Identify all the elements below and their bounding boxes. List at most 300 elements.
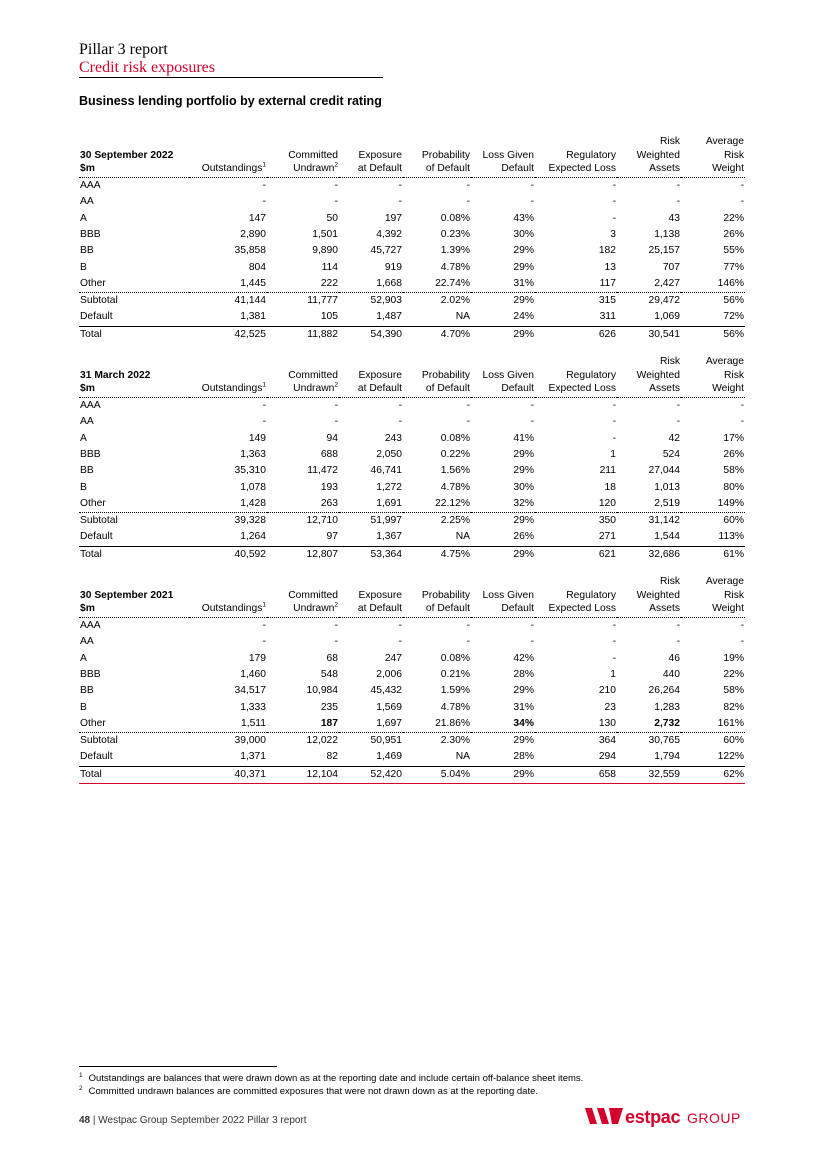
table-cell: 27,044 (648, 465, 680, 477)
row-label: B (80, 701, 87, 713)
col-pd-line: Probability (421, 589, 470, 601)
table-cell: 147 (248, 212, 266, 224)
table-cell: 1,511 (189, 716, 267, 733)
table-cell: 1,428 (189, 496, 267, 513)
table-cell: 1,794 (617, 749, 681, 766)
table-cell: 12,104 (267, 766, 339, 783)
table-cell: 32% (471, 496, 535, 513)
col-rwa-line: Assets (649, 163, 680, 175)
table-cell: 5.04% (403, 766, 471, 783)
table-cell: 40,371 (189, 766, 267, 783)
table-cell: 120 (535, 496, 617, 513)
table-cell: 11,472 (307, 465, 338, 477)
table-cell: 235 (320, 701, 338, 713)
table-cell: 1.56% (440, 465, 470, 477)
row-label: AA (80, 196, 94, 208)
rating-table (79, 355, 745, 563)
table-cell: - (466, 400, 470, 412)
table-cell: 1,381 (189, 309, 267, 326)
table-cell: 2,427 (617, 276, 681, 293)
westpac-w-icon (585, 1106, 625, 1126)
table-cell: 4.78% (440, 701, 470, 713)
col-arw (681, 355, 745, 398)
table-cell: 30% (513, 229, 534, 240)
col-committed-undrawn (267, 355, 339, 398)
table-row (79, 496, 745, 513)
table-cell: 1,487 (339, 309, 403, 326)
col-ead-line: at Default (357, 163, 402, 175)
table-cell: 22.12% (403, 496, 471, 513)
row-label: Default (79, 309, 189, 326)
table-cell: 58% (723, 685, 744, 697)
row-label: Subtotal (80, 515, 118, 527)
table-cell: - (334, 400, 338, 412)
table-cell: - (612, 636, 616, 648)
col-arw-line: Weight (712, 163, 744, 175)
row-label: A (80, 212, 87, 224)
table-cell: 2.02% (440, 295, 470, 307)
row-label: Default (79, 529, 189, 546)
table-cell: 29% (513, 328, 534, 340)
footer-text: Westpac Group September 2022 Pillar 3 report (98, 1115, 307, 1126)
table-cell: 1,469 (339, 749, 403, 766)
table-cell: 4,392 (376, 229, 402, 240)
table-cell: 39,328 (234, 515, 266, 527)
table-cell: 161% (681, 716, 745, 733)
table-cell: 1,691 (339, 496, 403, 513)
table-row (79, 766, 745, 783)
col-outstandings-line: Outstandings (201, 603, 263, 615)
col-outstandings (189, 355, 267, 398)
col-rel-line: Expected Loss (548, 163, 616, 175)
col-lgd-line: Loss Given (482, 369, 534, 381)
table-cell: 1,333 (240, 701, 266, 713)
table-cell: 43% (513, 212, 534, 224)
row-label: AAA (80, 400, 101, 412)
col-ead-line: at Default (357, 603, 402, 615)
row-label: Default (79, 749, 189, 766)
table-cell: 1,069 (617, 309, 681, 326)
col-rwa (617, 575, 681, 618)
col-rwa-line: Weighted (636, 149, 680, 161)
table-cell: - (740, 196, 744, 208)
table-cell: - (398, 620, 402, 632)
table-cell: 263 (267, 496, 339, 513)
table-cell: 82 (267, 749, 339, 766)
row-label: Total (80, 328, 102, 340)
table-cell: 658 (535, 766, 617, 783)
col-committed-undrawn-line: Undrawn (293, 603, 335, 615)
table-cell: 210 (598, 685, 616, 697)
table-cell: 182 (598, 245, 616, 257)
table-cell: 43 (668, 212, 680, 224)
table-cell: NA (403, 529, 471, 546)
table-row (79, 243, 745, 259)
table-cell: 31% (471, 276, 535, 293)
table-cell: - (466, 196, 470, 208)
table-cell: 1,138 (654, 229, 680, 240)
period-date: 30 September 2021 (80, 589, 174, 601)
col-arw-line: Risk (723, 369, 744, 381)
table-cell: 179 (248, 652, 266, 664)
table-cell: - (466, 636, 470, 648)
table-cell: 0.23% (440, 229, 470, 240)
table-row (79, 194, 745, 210)
row-label: AAA (80, 180, 101, 192)
footnote-rule (79, 1066, 277, 1067)
row-label: A (80, 652, 87, 664)
table-cell: 243 (384, 432, 402, 444)
row-label: BB (80, 465, 94, 477)
col-rel (535, 355, 617, 398)
col-lgd-line: Default (501, 163, 534, 175)
footnote-ref: 2 (334, 381, 338, 389)
table-cell: 13 (604, 261, 616, 273)
table-cell: 146% (681, 276, 745, 293)
table-row (79, 749, 745, 766)
table-cell: 1,569 (376, 701, 402, 713)
table-grid (79, 135, 745, 343)
table-row (79, 211, 745, 227)
row-label: B (80, 261, 87, 273)
row-label: BB (80, 685, 94, 697)
table-grid (79, 355, 745, 563)
table-cell: NA (403, 309, 471, 326)
col-committed-undrawn (267, 575, 339, 618)
table-cell: 29% (513, 245, 534, 257)
col-outstandings (189, 575, 267, 618)
table-cell: - (334, 416, 338, 428)
col-rel-line: Expected Loss (548, 383, 616, 395)
table-cell: 41,144 (234, 295, 266, 307)
table-row (79, 326, 745, 343)
table-cell: 72% (681, 309, 745, 326)
col-arw-line: Risk (723, 149, 744, 161)
table-cell: 364 (598, 735, 616, 747)
table-cell: 0.08% (440, 652, 470, 664)
table-row (79, 414, 745, 430)
table-cell: 1 (610, 669, 616, 680)
row-label: Total (80, 548, 102, 560)
table-cell: 4.70% (440, 328, 470, 340)
table-cell: 1,363 (240, 449, 266, 460)
col-committed-undrawn-line: Undrawn (293, 383, 335, 395)
table-row (79, 447, 745, 463)
col-arw-line: Weight (712, 603, 744, 615)
table-cell: 29% (513, 465, 534, 477)
row-label: Total (79, 766, 189, 783)
table-cell: 0.08% (440, 432, 470, 444)
col-committed-undrawn-line: Committed (288, 589, 338, 601)
rating-table (79, 575, 745, 784)
table-cell: 0.08% (440, 212, 470, 224)
table-cell: 50 (326, 212, 338, 224)
table-cell: - (612, 416, 616, 428)
table-cell: 17% (723, 432, 744, 444)
unit-label: $m (80, 603, 95, 615)
report-subtitle: Credit risk exposures (79, 59, 215, 76)
table-cell: 29% (513, 261, 534, 273)
table-cell: 46,741 (370, 465, 402, 477)
footnote-ref: 2 (334, 601, 338, 609)
table-cell: 122% (681, 749, 745, 766)
table-cell: 56% (723, 328, 744, 340)
table-cell: 52,903 (370, 295, 402, 307)
table-cell: 1,371 (189, 749, 267, 766)
table-cell: - (398, 636, 402, 648)
table-cell: 35,310 (234, 465, 266, 477)
table-row (79, 227, 745, 243)
table-row (79, 309, 745, 326)
table-cell: - (612, 652, 616, 664)
table-cell: 1,264 (189, 529, 267, 546)
table-cell: 28% (513, 669, 534, 680)
col-pd-line: Probability (421, 369, 470, 381)
table-cell: - (612, 212, 616, 224)
row-label: Other (79, 716, 189, 733)
table-cell: 1,272 (376, 481, 402, 493)
col-ead-line: at Default (357, 383, 402, 395)
logo-wordmark: estpac (625, 1107, 681, 1127)
table-cell: 187 (267, 716, 339, 733)
table-cell: 54,390 (370, 328, 402, 340)
col-lgd-line: Loss Given (482, 149, 534, 161)
col-arw (681, 575, 745, 618)
table-cell: 29% (471, 766, 535, 783)
table-cell: - (676, 196, 680, 208)
table-cell: - (676, 180, 680, 192)
table-cell: 2,050 (376, 449, 402, 460)
table-cell: NA (403, 749, 471, 766)
table-cell: 34,517 (234, 685, 266, 697)
table-cell: 2,006 (376, 669, 402, 680)
table-row (79, 463, 745, 479)
table-cell: - (530, 180, 534, 192)
table-cell: - (530, 196, 534, 208)
table-cell: - (334, 196, 338, 208)
table-cell: 41% (513, 432, 534, 444)
col-ead (339, 355, 403, 398)
table-cell: 2,519 (617, 496, 681, 513)
table-cell: 1,367 (339, 529, 403, 546)
table-cell: - (262, 416, 266, 428)
table-cell: 2,732 (617, 716, 681, 733)
col-committed-undrawn (267, 135, 339, 178)
col-arw (681, 135, 745, 178)
table-cell: 1,501 (312, 229, 338, 240)
footnote-ref: 1 (262, 601, 266, 609)
table-cell: 1.59% (440, 685, 470, 697)
table-cell: 1,697 (339, 716, 403, 733)
row-label: A (80, 432, 87, 444)
col-rel-line: Regulatory (566, 369, 616, 381)
table-cell: 0.21% (440, 669, 470, 680)
page-number: 48 (79, 1115, 91, 1126)
unit-label: $m (80, 163, 95, 175)
table-cell: 1,078 (240, 481, 266, 493)
table-cell: 19% (723, 652, 744, 664)
table-cell: 271 (535, 529, 617, 546)
table-row (79, 667, 745, 683)
col-rwa-line: Assets (649, 383, 680, 395)
col-rwa-line: Risk (659, 136, 680, 147)
period-date: 31 March 2022 (80, 369, 151, 381)
table-cell: - (740, 620, 744, 632)
logo-group: GROUP (687, 1110, 741, 1126)
table-cell: 29% (513, 548, 534, 560)
col-pd (403, 355, 471, 398)
table-cell: - (466, 620, 470, 632)
table-row (79, 260, 745, 276)
col-ead-line: Exposure (358, 369, 402, 381)
table-cell: - (612, 620, 616, 632)
table-row (79, 716, 745, 733)
table-cell: 4.75% (440, 548, 470, 560)
table-cell: 211 (599, 465, 616, 477)
footnote-text: Outstandings are balances that were drawn down as at the reporting date and include certain off-balance sheet items. (88, 1073, 584, 1084)
table-cell: - (530, 416, 534, 428)
footnote-1 (79, 1073, 583, 1085)
col-pd (403, 135, 471, 178)
col-outstandings (189, 135, 267, 178)
col-arw-line: Average (705, 576, 744, 587)
period-date: 30 September 2022 (80, 149, 174, 161)
table-cell: 294 (535, 749, 617, 766)
footnote-ref: 1 (262, 381, 266, 389)
table-row (79, 733, 745, 750)
table-cell: - (466, 180, 470, 192)
table-cell: 25,157 (648, 245, 680, 257)
table-cell: 30,541 (648, 328, 680, 340)
table-cell: 29% (513, 295, 534, 307)
col-rwa-line: Assets (649, 603, 680, 615)
table-cell: 9,890 (312, 245, 338, 257)
col-lgd (471, 355, 535, 398)
table-cell: 2.25% (440, 515, 470, 527)
table-grid (79, 575, 745, 784)
table-cell: 29,472 (648, 295, 680, 307)
table-cell: 149 (248, 432, 266, 444)
footnote-2 (79, 1086, 538, 1098)
table-cell: 80% (723, 481, 744, 493)
table-cell: 31% (513, 701, 534, 713)
table-cell: - (676, 636, 680, 648)
col-rwa (617, 135, 681, 178)
col-lgd (471, 575, 535, 618)
table-cell: 31,142 (648, 515, 680, 527)
col-lgd-line: Default (501, 383, 534, 395)
table-cell: 32,559 (617, 766, 681, 783)
table-cell: 114 (321, 261, 338, 273)
col-ead-line: Exposure (358, 149, 402, 161)
col-committed-undrawn-line: Committed (288, 149, 338, 161)
table-cell: 30% (513, 481, 534, 493)
table-cell: 42 (668, 432, 680, 444)
table-cell: 1,445 (189, 276, 267, 293)
table-cell: 29% (513, 685, 534, 697)
table-cell: 60% (723, 735, 744, 747)
table-cell: 94 (326, 432, 338, 444)
table-cell: 58% (723, 465, 744, 477)
table-cell: 548 (320, 669, 338, 680)
footnote-ref: 1 (262, 161, 266, 169)
table-cell: 50,951 (370, 735, 402, 747)
table-cell: - (262, 636, 266, 648)
table-row (79, 700, 745, 716)
table-cell: 26,264 (648, 685, 680, 697)
table-cell: - (530, 620, 534, 632)
col-arw-line: Weight (712, 383, 744, 395)
table-cell: 46 (668, 652, 680, 664)
table-row (79, 293, 745, 310)
table-cell: 29% (513, 515, 534, 527)
period-label (79, 135, 189, 178)
table-cell: 30,765 (648, 735, 680, 747)
table-cell: 222 (267, 276, 339, 293)
table-cell: 22.74% (403, 276, 471, 293)
table-cell: 53,364 (370, 548, 402, 560)
table-cell: 621 (598, 548, 616, 560)
table-cell: 105 (267, 309, 339, 326)
table-cell: 1,460 (240, 669, 266, 680)
table-row (79, 546, 745, 563)
col-lgd (471, 135, 535, 178)
col-rel (535, 575, 617, 618)
col-rwa-line: Weighted (636, 369, 680, 381)
col-pd-line: of Default (425, 163, 470, 175)
table-cell: 12,022 (306, 735, 338, 747)
col-rwa-line: Weighted (636, 589, 680, 601)
col-ead (339, 575, 403, 618)
table-cell: 21.86% (403, 716, 471, 733)
table-cell: 2,890 (240, 229, 266, 240)
table-cell: - (740, 400, 744, 412)
table-cell: 117 (535, 276, 617, 293)
table-cell: 97 (267, 529, 339, 546)
table-row (79, 529, 745, 546)
table-cell: 1,283 (654, 701, 680, 713)
row-label: AAA (80, 620, 101, 632)
table-cell: 60% (723, 515, 744, 527)
col-rwa-line: Risk (659, 356, 680, 367)
footnote-ref: 2 (334, 161, 338, 169)
header-row (79, 355, 745, 398)
table-cell: 3 (610, 229, 616, 240)
table-cell: 82% (723, 701, 744, 713)
table-cell: 32,686 (648, 548, 680, 560)
table-cell: 42% (513, 652, 534, 664)
row-label: AA (80, 636, 94, 648)
table-cell: 55% (723, 245, 744, 257)
col-outstandings-line: Outstandings (201, 383, 263, 395)
table-cell: - (398, 180, 402, 192)
table-cell: 45,727 (370, 245, 402, 257)
col-lgd-line: Default (501, 603, 534, 615)
table-cell: 0.22% (440, 449, 470, 460)
table-cell: 626 (598, 328, 616, 340)
table-cell: - (676, 400, 680, 412)
table-cell: 1.39% (440, 245, 470, 257)
table-cell: 26% (723, 229, 744, 240)
period-label (79, 355, 189, 398)
table-cell: 28% (471, 749, 535, 766)
table-cell: 39,000 (234, 735, 266, 747)
table-cell: 42,525 (234, 328, 266, 340)
col-ead-line: Exposure (358, 589, 402, 601)
table-cell: 62% (681, 766, 745, 783)
table-row (79, 398, 745, 415)
table-cell: 45,432 (370, 685, 402, 697)
